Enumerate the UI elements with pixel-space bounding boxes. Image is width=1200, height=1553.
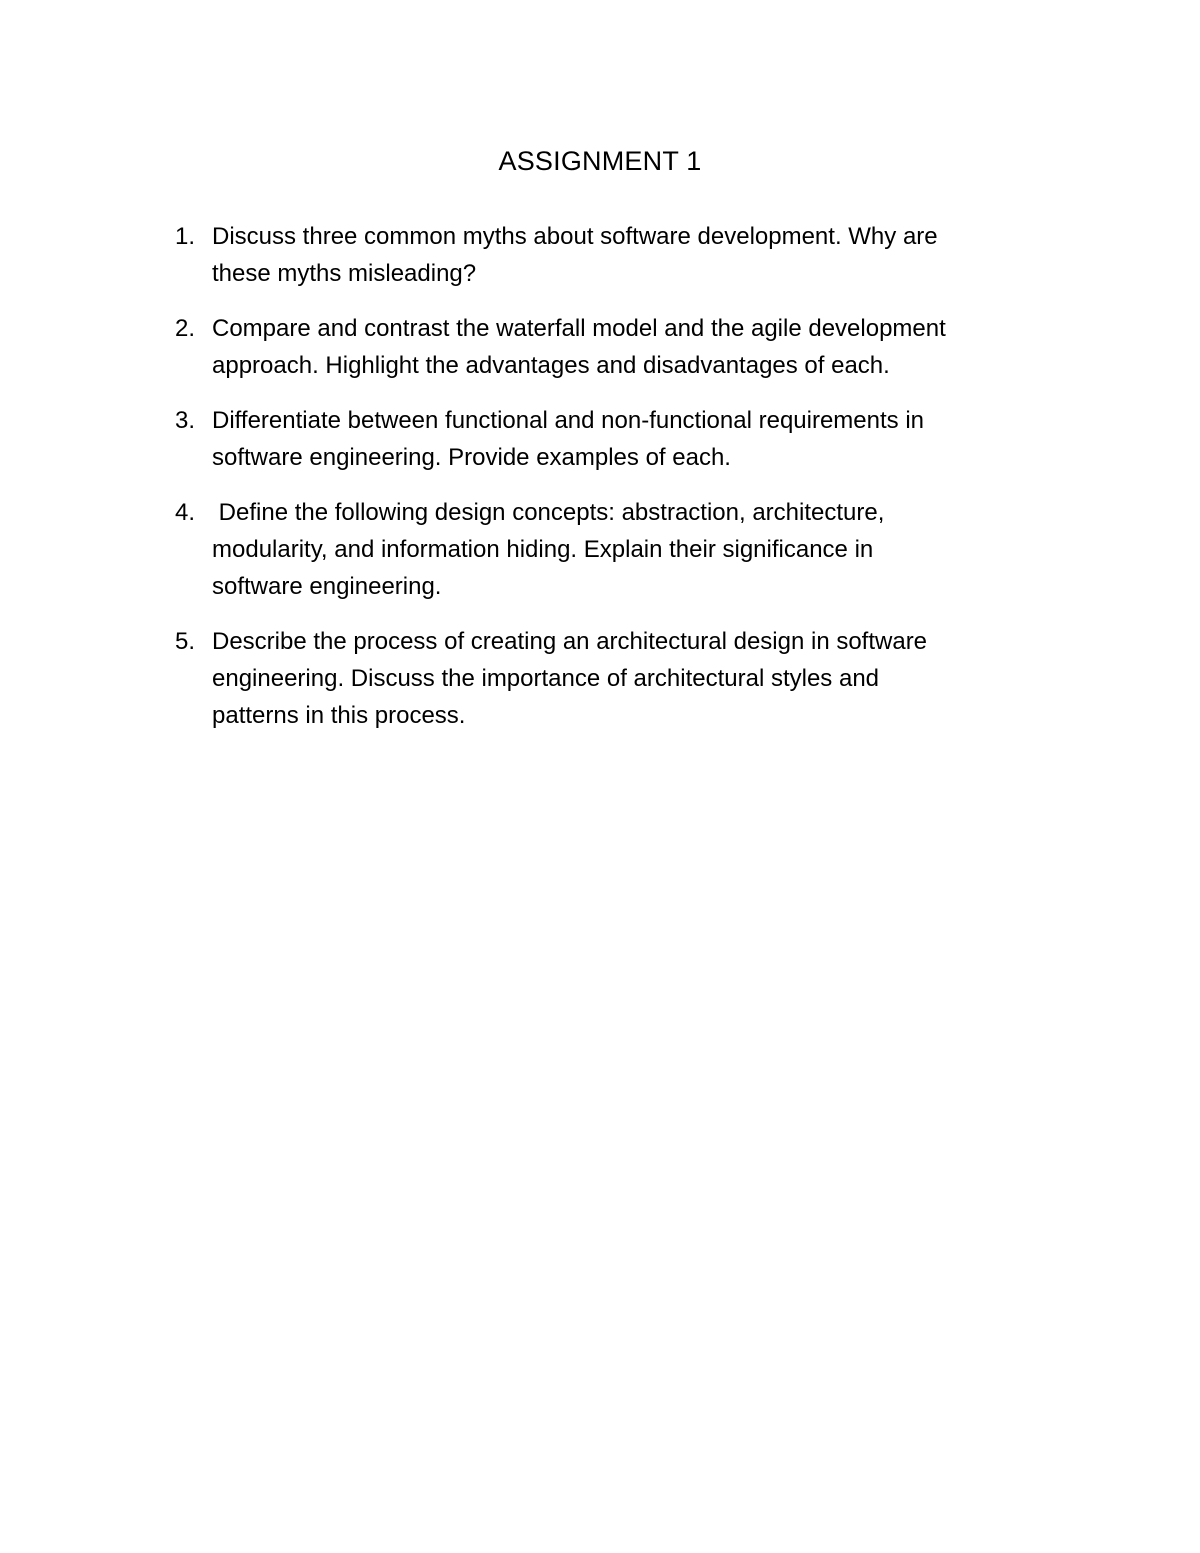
question-item (174, 310, 1074, 384)
question-text: Discuss three common myths about software development. Why are these myths misleading? (212, 223, 938, 287)
question-text: Differentiate between functional and non-functional requirements in software engineering. Provide examples of each. (212, 407, 925, 471)
document-title: ASSIGNMENT 1 (498, 146, 702, 176)
question-item (174, 218, 1074, 292)
question-text: Describe the process of creating an architectural design in software engineering. Discuss the importance of architectural styles and patterns in this process. (212, 628, 928, 729)
question-item (174, 402, 1074, 476)
question-number: 2. (175, 315, 196, 342)
question-text: Define the following design concepts: abstraction, architecture, modularity, and information hiding. Explain their significance in software engineering. (212, 499, 885, 600)
question-number: 1. (175, 223, 196, 250)
question-number: 4. (175, 499, 196, 526)
question-list (174, 218, 1074, 752)
question-text: Compare and contrast the waterfall model and the agile development approach. Highlight the advantages and disadvantages of each. (212, 315, 946, 379)
question-item (174, 623, 1074, 734)
question-number: 3. (175, 407, 196, 434)
question-number: 5. (175, 628, 196, 655)
question-item (174, 494, 1074, 605)
